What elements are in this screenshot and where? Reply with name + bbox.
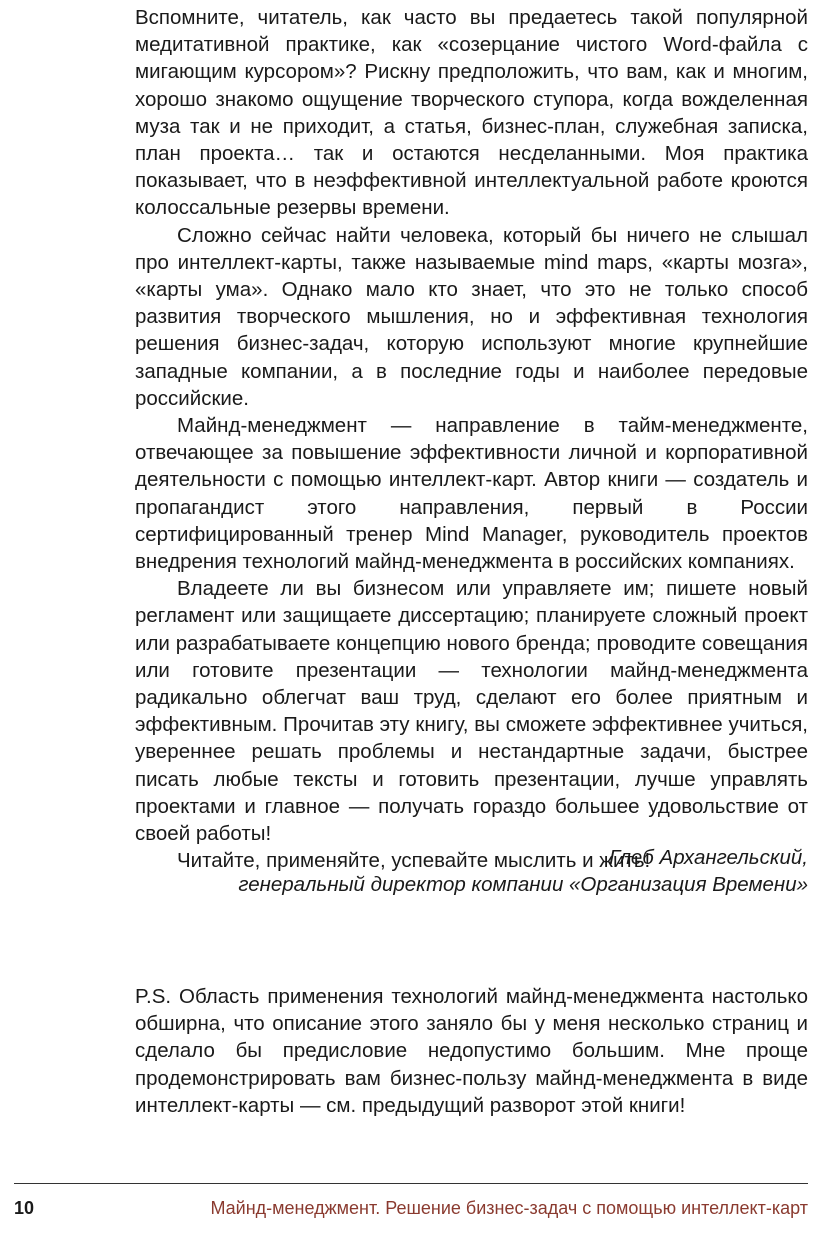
signature-block (135, 844, 808, 898)
paragraph-5: Читайте, применяйте, успевайте мыслить и жить! (177, 849, 651, 873)
page-number: 10 (14, 1198, 35, 1218)
paragraph-4: Владеете ли вы бизнесом или управляете им; пишете новый регламент или защищаете диссертацию; планируете сложный проект или разрабатываете концепцию нового бренда; проводите совещания или готовите презентации — технологии майнд-менеджмента радикально облегчат ваш труд, сделают его более приятным и эффективным. Прочитав эту книгу, вы сможете эффективнее учиться, увереннее решать проблемы и нестандартные задачи, быстрее писать любые тексты и готовить презентации, лучше управлять проектами и главное — получать гораздо большее удовольствие от своей работы! (135, 577, 808, 846)
footer-divider (14, 1183, 808, 1184)
paragraph-1: Вспомните, читатель, как часто вы предаетесь такой популярной медитативной практике, как «созерцание чистого Word-файла с мигающим курсором»? Рискну предположить, что вам, как и многим, хорошо знакомо ощущение творческого ступора, когда вожделенная муза так и не приходит, а статья, бизнес-план, служебная записка, план проекта… так и остаются несделанными. Моя практика показывает, что в неэффективной интеллектуальной работе кроются колоссальные резервы времени. (135, 6, 808, 220)
postscript: P.S. Область применения технологий майнд-менеджмента настолько обширна, что описание этого заняло бы у меня несколько страниц и сделало бы предисловие недопустимо большим. Мне проще продемонстрировать вам бизнес-пользу майнд-менеджмента в виде интеллект-карты — см. предыдущий разворот этой книги! (135, 985, 808, 1117)
paragraph-2: Сложно сейчас найти человека, который бы ничего не слышал про интеллект-карты, также называемые mind maps, «карты мозга», «карты ума». Однако мало кто знает, что это не только способ развития творческого мышления, но и эффективная технология решения бизнес-задач, которую используют многие крупнейшие западные компании, а в последние годы и наиболее передовые российские. (135, 223, 808, 410)
signature-name: Глеб Архангельский, (609, 846, 808, 869)
running-title: Майнд-менеджмент. Решение бизнес-задач с помощью интеллект-карт (210, 1198, 808, 1218)
paragraph-3: Майнд-менеджмент — направление в тайм-менеджменте, отвечающее за повышение эффективности личной и корпоративной деятельности с помощью интеллект-карт. Автор книги — создатель и пропагандист этого направления, первый в России сертифицированный тренер Mind Manager, руководитель проектов внедрения технологий майнд-менеджмента в российских компаниях. (135, 414, 808, 574)
signature-title: генеральный директор компании «Организация Времени» (238, 873, 808, 897)
body-text (135, 4, 808, 875)
